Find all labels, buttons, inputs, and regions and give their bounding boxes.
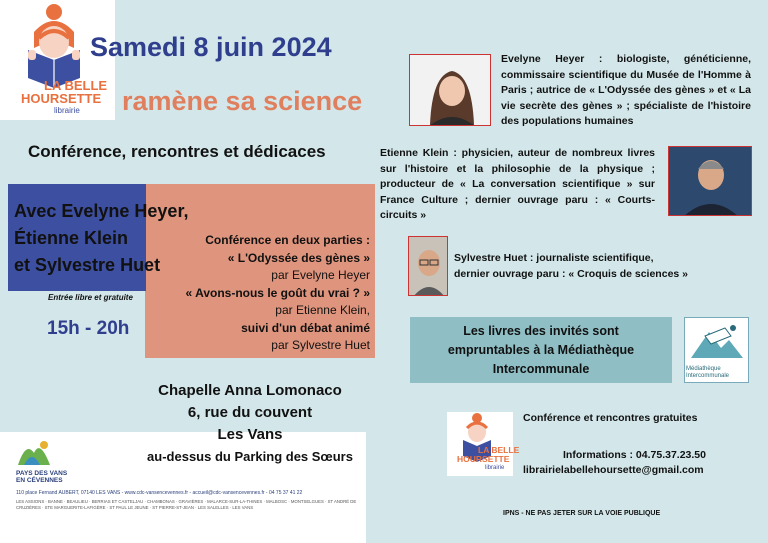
ipns-notice: IPNS - NE PAS JETER SUR LA VOIE PUBLIQUE [503,510,661,517]
pays-des-vans-contact: 110 place Fernand AUBERT, 07140 LES VANS - www.cdc-vansencevennes.fr - accueil@cdc-vansencevennes.fr - 04 75 37 41 22 [16,490,303,496]
venue-note: au-dessus du Parking des Sœurs [147,449,353,464]
event-subtitle: ramène sa science [122,86,363,116]
venue-block [100,380,400,468]
pays-des-vans-name [16,470,67,484]
guest-line-1: Avec Evelyne Heyer, [14,201,189,221]
sylvestre-huet-photo [408,236,448,296]
pays-des-vans-communes: LES ASSIONS · BANNE · BEAULIEU · BERRIAS ET CASTELJAU · CHAMBONAS · GRAVIÈRES · MALARCE-SUR-LA-THINES · MALBOSC · MONTSELGUES · ST ANDRÉ DE CRUZIÈRES · STE MARGUERITE-LAFIGÈRE · ST PAUL LE JEUNE · ST PIERRE-ST-JEAN · LES SALELLES · LES VANS [16,499,357,510]
library-line1: Les livres des invités sont [463,324,619,338]
etienne-klein-photo [668,146,752,216]
bio-sylvestre-huet [454,251,704,282]
pays-des-vans-line2: EN CÉVENNES [16,477,63,484]
entry-note: Entrée libre et gratuite [48,293,133,302]
talk-1-speaker: par Evelyne Heyer [271,268,370,282]
venue-town: Les Vans [217,426,283,443]
free-events-note: Conférence et rencontres gratuites [523,412,698,424]
library-line3: Intercommunale [492,362,590,376]
debate-label: suivi d'un débat animé [241,320,370,335]
guest-line-3: et Sylvestre Huet [14,255,161,275]
contact-email[interactable]: librairielabellehoursette@gmail.com [523,464,704,476]
mediatheque-label-line1: Médiathèque [686,366,721,372]
mediatheque-icon [685,318,748,364]
pays-des-vans-line1: PAYS DES VANS [16,470,68,477]
venue-street: 6, rue du couvent [187,404,313,421]
logo-line2: HOURSETTE [21,91,102,106]
venue-name: Chapelle Anna Lomonaco [158,382,342,399]
program-intro-rest: en deux parties : [271,233,370,247]
event-tagline: Conférence, rencontres et dédicaces [28,142,326,161]
library-line2: empruntables à la Médiathèque [447,343,635,357]
program-text [150,232,370,355]
logo-line1: LA BELLE [44,78,108,93]
small-logo-line1: LA BELLE [478,445,520,455]
bio-etienne-klein: Etienne Klein : physicien, auteur de nombreux livres sur l'histoire et la philosophie de la physique ; producteur de « La conversation scientifique » sur France Culture ; dernier ouvrage paru : « Courts-circuits » [380,147,655,222]
mediatheque-label [686,366,729,379]
guest-line-2: Étienne Klein [14,228,129,248]
bio-evelyne-heyer: Evelyne Heyer : biologiste, généticienne, commissaire scientifique du Musée de l'Homme à Paris ; autrice de « L'Odyssée des gènes » et « La vie secrète des gènes » ; spécialiste de l'histoire des populations humaines [501,53,751,128]
program-intro-bold: Conférence [205,233,272,247]
mediatheque-label-line2: Intercommunale [686,372,730,379]
library-notice [410,317,672,383]
logo-line3: librairie [54,106,80,115]
talk-1-title: « L'Odyssée des gènes » [227,250,370,265]
bio-huet-line2: dernier ouvrage paru : « Croquis de sciences » [454,267,688,280]
event-hours: 15h - 20h [47,318,130,339]
info-phone: Informations : 04.75.37.23.50 [563,449,706,461]
small-logo-line3: librairie [485,465,505,471]
talk-2-title: « Avons-nous le goût du vrai ? » [185,285,370,300]
evelyne-heyer-photo [409,54,491,126]
talk-2-speaker: par Etienne Klein, [275,303,370,317]
debate-host: par Sylvestre Huet [271,338,370,352]
event-date: Samedi 8 juin 2024 [90,32,332,62]
pays-des-vans-logo [14,437,54,469]
small-logo-line2: HOURSETTE [457,454,510,464]
bio-huet-line1: Sylvestre Huet : journaliste scientifique, [454,252,654,264]
